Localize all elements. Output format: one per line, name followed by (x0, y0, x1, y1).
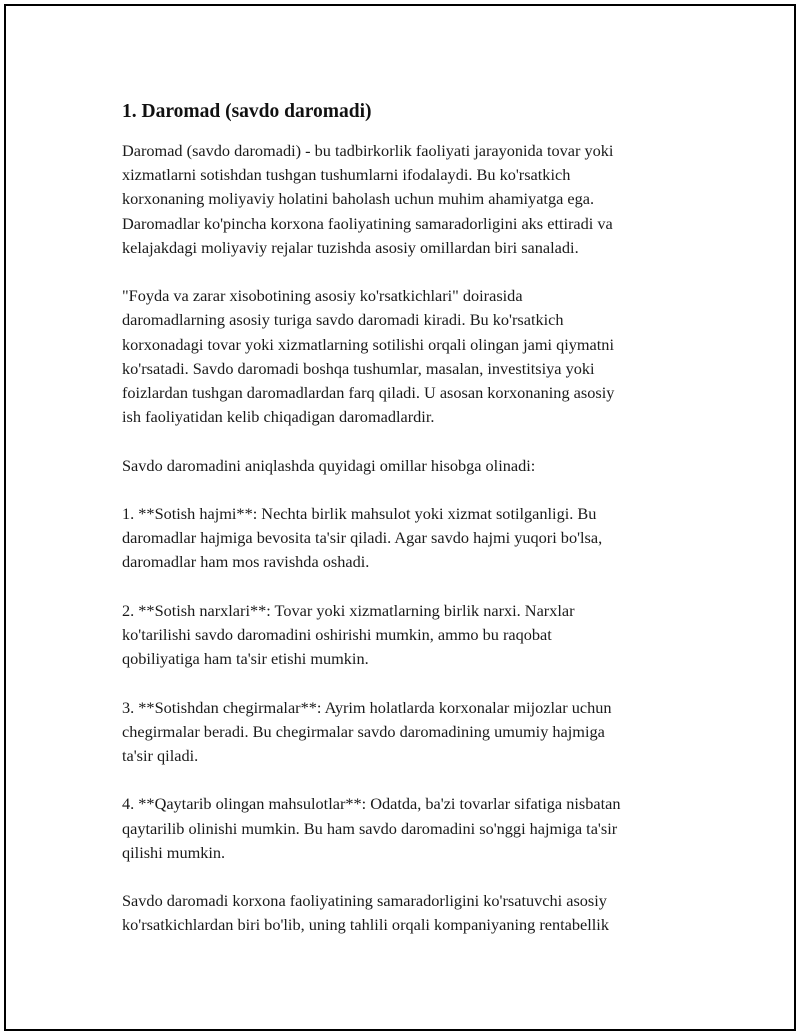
document-body (122, 98, 690, 962)
list-item-sales-prices: 2. **Sotish narxlari**: Tovar yoki xizmatlarning birlik narxi. Narxlar ko'tarilishi savdo daromadini oshirishi mumkin, ammo bu raqobat qobiliyatiga ham ta'sir etishi mumkin. (122, 600, 575, 669)
paragraph-factors-intro: Savdo daromadini aniqlashda quyidagi omillar hisobga olinadi: (122, 455, 536, 475)
paragraph-intro: Daromad (savdo daromadi) - bu tadbirkorlik faoliyati jarayonida tovar yoki xizmatlarni sotishdan tushgan tushumlarni ifodalaydi. Bu ko'rsatkich korxonaning moliyaviy holatini baholash uchun muhim ahamiyatga ega. Daromadlar ko'pincha korxona faoliyatining samaradorligini aks ettiradi va kelajakdagi moliyaviy rejalar tuzishda asosiy omillardan biri sanaladi. (122, 141, 614, 257)
paragraph-report: "Foyda va zarar xisobotining asosiy ko'rsatkichlari" doirasida daromadlarning asosiy turiga savdo daromadi kiradi. Bu ko'rsatkich korxonadagi tovar yoki xizmatlarning sotilishi orqali olingan jami qiymatni ko'rsatadi. Savdo daromadi boshqa tushumlar, masalan, investitsiya yoki foizlardan tushgan daromadlardan farq qiladi. U asosan korxonaning asosiy ish faoliyatidan kelib chiqadigan daromadlardir. (122, 286, 615, 427)
page-frame (4, 4, 796, 1031)
list-item-returns: 4. **Qaytarib olingan mahsulotlar**: Odatda, ba'zi tovarlar sifatiga nisbatan qaytarilib olinishi mumkin. Bu ham savdo daromadini so'nggi hajmiga ta'sir qilishi mumkin. (122, 794, 621, 862)
list-item-discounts: 3. **Sotishdan chegirmalar**: Ayrim holatlarda korxonalar mijozlar uchun chegirmalar beradi. Bu chegirmalar savdo daromadining umumiy hajmiga ta'sir qiladi. (122, 697, 612, 765)
paragraph-conclusion: Savdo daromadi korxona faoliyatining samaradorligini ko'rsatuvchi asosiy ko'rsatkichlardan biri bo'lib, uning tahlili orqali kompaniyaning rentabellik (122, 891, 609, 935)
list-item-sales-volume: 1. **Sotish hajmi**: Nechta birlik mahsulot yoki xizmat sotilganligi. Bu daromadlar hajmiga bevosita ta'sir qiladi. Agar savdo hajmi yuqori bo'lsa, daromadlar ham mos ravishda oshadi. (122, 504, 603, 572)
section-heading: 1. Daromad (savdo daromadi) (122, 101, 372, 122)
